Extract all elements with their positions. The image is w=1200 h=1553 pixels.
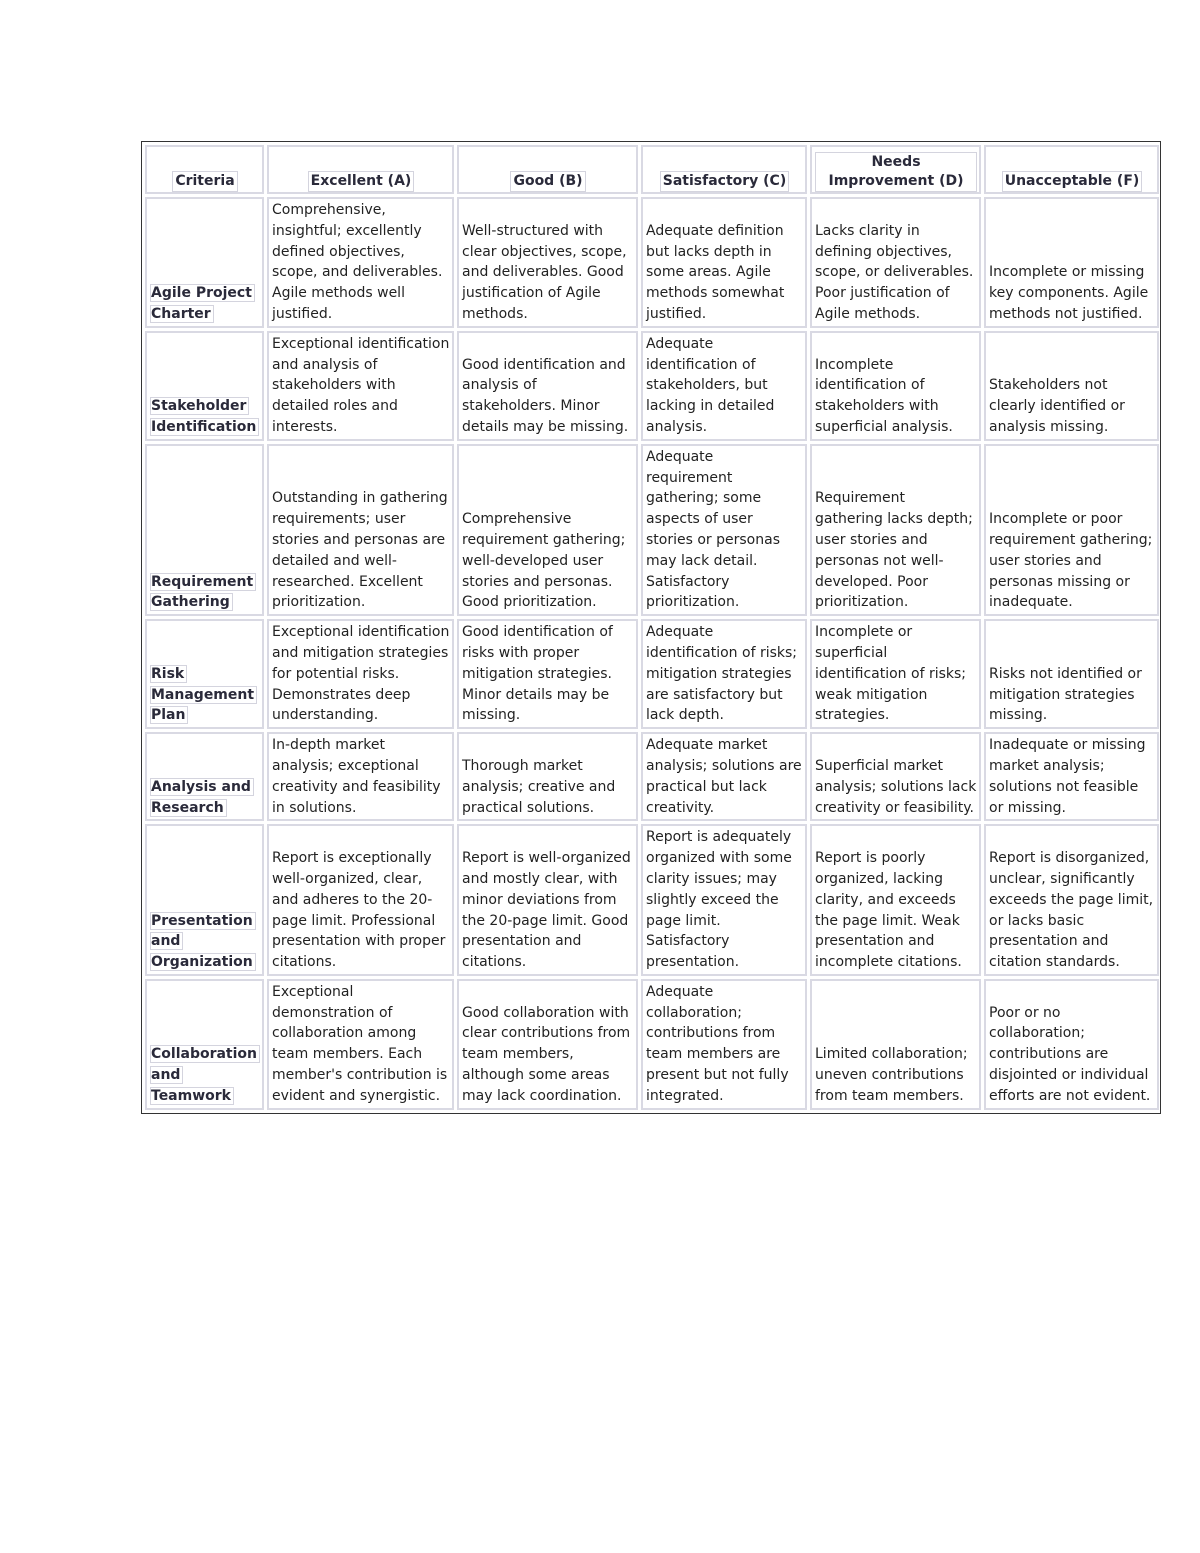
- good-cell: Good collaboration with clear contributions from team members, although some areas may lack coordination.: [457, 979, 638, 1110]
- criteria-cell: [145, 444, 264, 616]
- needs-improvement-cell: Lacks clarity in defining objectives, scope, or deliverables. Poor justification of Agile methods.: [810, 197, 981, 328]
- good-cell: Comprehensive requirement gathering; well-developed user stories and personas. Good prioritization.: [457, 444, 638, 616]
- needs-improvement-cell: Report is poorly organized, lacking clarity, and exceeds the page limit. Weak presentation and incomplete citations.: [810, 824, 981, 976]
- unacceptable-cell: Inadequate or missing market analysis; solutions not feasible or missing.: [984, 732, 1159, 821]
- good-cell: Well-structured with clear objectives, scope, and deliverables. Good justification of Agile methods.: [457, 197, 638, 328]
- header-label: Excellent (A): [308, 171, 415, 192]
- excellent-cell: Exceptional identification and mitigation strategies for potential risks. Demonstrates deep understanding.: [267, 619, 454, 729]
- header-cell-needs-improvement: [810, 145, 981, 194]
- header-cell-criteria: [145, 145, 264, 194]
- criteria-label: Presentation and Organization: [150, 912, 256, 972]
- good-cell: Report is well-organized and mostly clear, with minor deviations from the 20-page limit. Good presentation and citations.: [457, 824, 638, 976]
- satisfactory-cell: Adequate identification of risks; mitigation strategies are satisfactory but lack depth.: [641, 619, 807, 729]
- excellent-cell: In-depth market analysis; exceptional creativity and feasibility in solutions.: [267, 732, 454, 821]
- header-label: Good (B): [510, 171, 585, 192]
- good-cell: Thorough market analysis; creative and practical solutions.: [457, 732, 638, 821]
- table-row: [145, 979, 1159, 1110]
- rubric-table: [142, 142, 1162, 1113]
- header-label: Criteria: [172, 171, 237, 192]
- unacceptable-cell: Incomplete or missing key components. Agile methods not justified.: [984, 197, 1159, 328]
- excellent-cell: Exceptional identification and analysis of stakeholders with detailed roles and interests.: [267, 331, 454, 441]
- excellent-cell: Report is exceptionally well-organized, clear, and adheres to the 20-page limit. Professional presentation with proper citations.: [267, 824, 454, 976]
- criteria-cell: [145, 331, 264, 441]
- table-row: [145, 444, 1159, 616]
- criteria-cell: [145, 197, 264, 328]
- good-cell: Good identification and analysis of stakeholders. Minor details may be missing.: [457, 331, 638, 441]
- satisfactory-cell: Adequate requirement gathering; some aspects of user stories or personas may lack detail. Satisfactory prioritization.: [641, 444, 807, 616]
- criteria-label: Agile Project Charter: [150, 284, 255, 323]
- criteria-label: Analysis and Research: [150, 778, 254, 817]
- needs-improvement-cell: Incomplete or superficial identification of risks; weak mitigation strategies.: [810, 619, 981, 729]
- unacceptable-cell: Incomplete or poor requirement gathering; user stories and personas missing or inadequate.: [984, 444, 1159, 616]
- unacceptable-cell: Risks not identified or mitigation strategies missing.: [984, 619, 1159, 729]
- needs-improvement-cell: Incomplete identification of stakeholders with superficial analysis.: [810, 331, 981, 441]
- satisfactory-cell: Adequate market analysis; solutions are practical but lack creativity.: [641, 732, 807, 821]
- needs-improvement-cell: Limited collaboration; uneven contributions from team members.: [810, 979, 981, 1110]
- needs-improvement-cell: Requirement gathering lacks depth; user stories and personas not well-developed. Poor prioritization.: [810, 444, 981, 616]
- criteria-label: Risk Management Plan: [150, 665, 257, 725]
- excellent-cell: Exceptional demonstration of collaboration among team members. Each member's contribution is evident and synergistic.: [267, 979, 454, 1110]
- criteria-label: Stakeholder Identification: [150, 397, 259, 436]
- table-row: [145, 732, 1159, 821]
- criteria-cell: [145, 824, 264, 976]
- criteria-label: Collaboration and Teamwork: [150, 1045, 260, 1105]
- header-cell-unacceptable: [984, 145, 1159, 194]
- criteria-cell: [145, 979, 264, 1110]
- unacceptable-cell: Poor or no collaboration; contributions are disjointed or individual efforts are not evident.: [984, 979, 1159, 1110]
- grading-rubric: [141, 141, 1161, 1114]
- table-row: [145, 824, 1159, 976]
- header-cell-satisfactory: [641, 145, 807, 194]
- table-row: [145, 331, 1159, 441]
- needs-improvement-cell: Superficial market analysis; solutions lack creativity or feasibility.: [810, 732, 981, 821]
- good-cell: Good identification of risks with proper mitigation strategies. Minor details may be missing.: [457, 619, 638, 729]
- satisfactory-cell: Report is adequately organized with some clarity issues; may slightly exceed the page limit. Satisfactory presentation.: [641, 824, 807, 976]
- criteria-cell: [145, 619, 264, 729]
- table-row: [145, 197, 1159, 328]
- satisfactory-cell: Adequate collaboration; contributions from team members are present but not fully integrated.: [641, 979, 807, 1110]
- excellent-cell: Comprehensive, insightful; excellently defined objectives, scope, and deliverables. Agile methods well justified.: [267, 197, 454, 328]
- header-row: [145, 145, 1159, 194]
- unacceptable-cell: Report is disorganized, unclear, significantly exceeds the page limit, or lacks basic presentation and citation standards.: [984, 824, 1159, 976]
- header-cell-excellent: [267, 145, 454, 194]
- satisfactory-cell: Adequate identification of stakeholders, but lacking in detailed analysis.: [641, 331, 807, 441]
- header-cell-good: [457, 145, 638, 194]
- satisfactory-cell: Adequate definition but lacks depth in some areas. Agile methods somewhat justified.: [641, 197, 807, 328]
- excellent-cell: Outstanding in gathering requirements; user stories and personas are detailed and well-researched. Excellent prioritization.: [267, 444, 454, 616]
- header-label: Unacceptable (F): [1002, 171, 1143, 192]
- header-label: Satisfactory (C): [660, 171, 789, 192]
- criteria-label: Requirement Gathering: [150, 573, 256, 612]
- criteria-cell: [145, 732, 264, 821]
- unacceptable-cell: Stakeholders not clearly identified or analysis missing.: [984, 331, 1159, 441]
- table-row: [145, 619, 1159, 729]
- header-label: Needs Improvement (D): [815, 152, 977, 192]
